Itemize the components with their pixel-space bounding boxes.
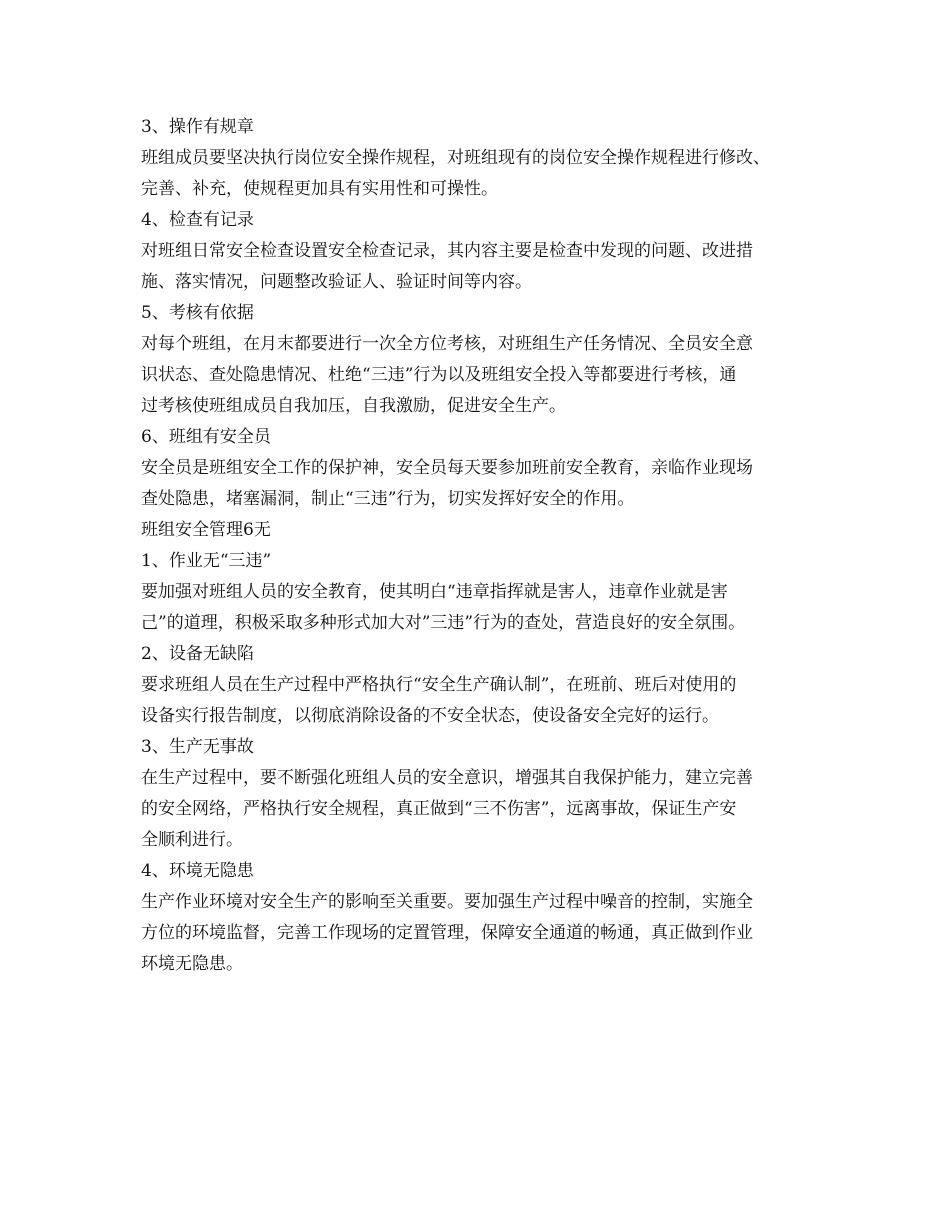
section-heading: 3、生产无事故	[141, 737, 254, 757]
paragraph-line: 方位的环境监督，完善工作现场的定置管理，保障安全通道的畅通，真正做到作业	[141, 923, 753, 943]
paragraph-line: 班组成员要坚决执行岗位安全操作规程，对班组现有的岗位安全操作规程进行修改、	[141, 148, 770, 168]
paragraph-line: 要加强对班组人员的安全教育，使其明白“违章指挥就是害人，违章作业就是害	[141, 582, 728, 602]
paragraph-line: 识状态、查处隐患情况、杜绝“三违”行为以及班组安全投入等都要进行考核，通	[141, 365, 737, 385]
section-title: 班组安全管理6无	[141, 520, 271, 540]
section-heading: 5、考核有依据	[141, 303, 254, 323]
paragraph-line: 生产作业环境对安全生产的影响至关重要。要加强生产过程中噪音的控制，实施全	[141, 892, 753, 912]
section-heading: 3、操作有规章	[141, 117, 254, 137]
paragraph-line: 对每个班组，在月末都要进行一次全方位考核，对班组生产任务情况、全员安全意	[141, 334, 753, 354]
paragraph-line: 查处隐患，堵塞漏洞，制止“三违”行为，切实发挥好安全的作用。	[141, 489, 635, 509]
section-heading: 4、检查有记录	[141, 210, 254, 230]
paragraph-line: 过考核使班组成员自我加压，自我激励，促进安全生产。	[141, 396, 566, 416]
paragraph-line: 完善、补充，使规程更加具有实用性和可操性。	[141, 179, 498, 199]
section-heading: 2、设备无缺陷	[141, 644, 254, 664]
paragraph-line: 对班组日常安全检查设置安全检查记录，其内容主要是检查中发现的问题、改进措	[141, 241, 753, 261]
section-heading: 6、班组有安全员	[141, 427, 271, 447]
paragraph-line: 在生产过程中，要不断强化班组人员的安全意识，增强其自我保护能力，建立完善	[141, 768, 753, 788]
paragraph-line: 己”的道理，积极采取多种形式加大对”三违”行为的查处，营造良好的安全氛围。	[141, 613, 746, 633]
section-heading: 4、环境无隐患	[141, 861, 254, 881]
document-body	[141, 112, 831, 980]
paragraph-line: 全顺利进行。	[141, 830, 243, 850]
paragraph-line: 设备实行报告制度，以彻底消除设备的不安全状态，使设备安全完好的运行。	[141, 706, 719, 726]
paragraph-line: 的安全网络，严格执行安全规程，真正做到“三不伤害”，远离事故，保证生产安	[141, 799, 737, 819]
section-heading: 1、作业无“三违”	[141, 551, 272, 571]
paragraph-line: 环境无隐患。	[141, 954, 243, 974]
paragraph-line: 要求班组人员在生产过程中严格执行“安全生产确认制”，在班前、班后对使用的	[141, 675, 737, 695]
paragraph-line: 施、落实情况，问题整改验证人、验证时间等内容。	[141, 272, 532, 292]
paragraph-line: 安全员是班组安全工作的保护神，安全员每天要参加班前安全教育，亲临作业现场	[141, 458, 753, 478]
